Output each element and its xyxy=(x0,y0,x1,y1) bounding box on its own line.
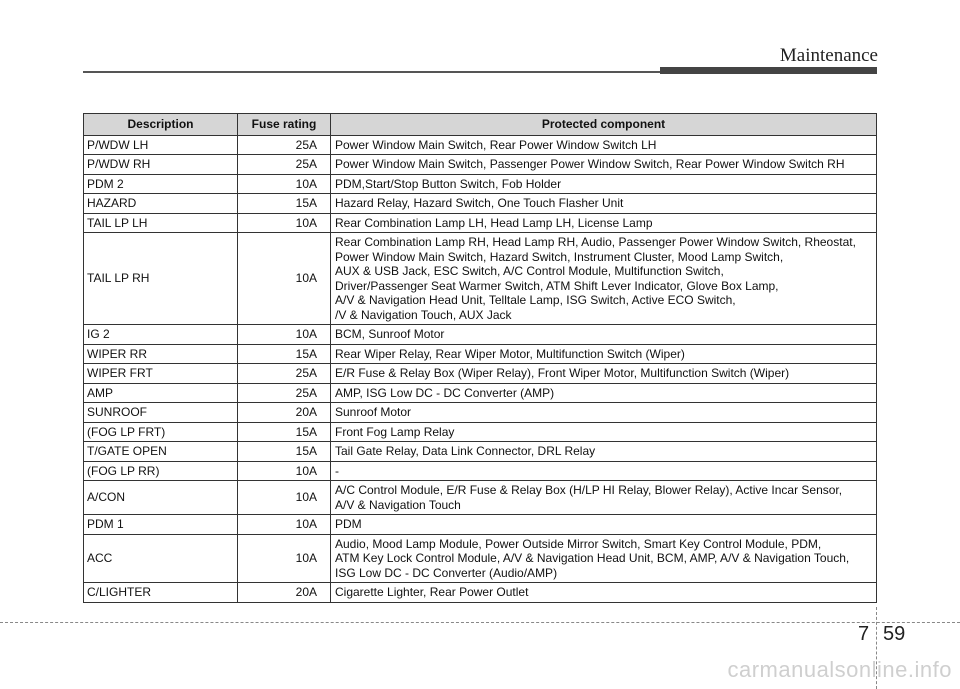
protected-component xyxy=(331,233,877,325)
fuse-rating: 10A xyxy=(238,233,331,325)
protected-component-line: Cigarette Lighter, Rear Power Outlet xyxy=(335,585,529,599)
protected-component-line: Power Window Main Switch, Rear Power Window Switch LH xyxy=(335,137,657,152)
section-title: Maintenance xyxy=(779,45,878,66)
fuse-description: AMP xyxy=(84,383,238,403)
fuse-rating: 10A xyxy=(238,515,331,535)
fuse-rating: 15A xyxy=(238,442,331,462)
fuse-rating: 20A xyxy=(238,583,331,603)
watermark: carmanualsonline.info xyxy=(727,657,952,682)
protected-component-line: Audio, Mood Lamp Module, Power Outside Mirror Switch, Smart Key Control Module, PDM, xyxy=(335,536,822,551)
protected-component xyxy=(331,155,877,175)
table-row xyxy=(84,135,877,155)
protected-component-line: Tail Gate Relay, Data Link Connector, DRL Relay xyxy=(335,444,596,458)
fuse-description: T/GATE OPEN xyxy=(84,442,238,462)
table-row xyxy=(84,364,877,384)
protected-component-line: Driver/Passenger Seat Warmer Switch, ATM Shift Lever Indicator, Glove Box Lamp, xyxy=(335,278,779,293)
protected-component-line: ATM Key Lock Control Module, A/V & Navigation Head Unit, BCM, AMP, A/V & Navigation Touch, xyxy=(335,551,850,565)
protected-component xyxy=(331,325,877,345)
fuse-rating: 25A xyxy=(238,155,331,175)
protected-component xyxy=(331,135,877,155)
fuse-rating: 10A xyxy=(238,481,331,515)
table-row xyxy=(84,383,877,403)
table-row xyxy=(84,213,877,233)
fuse-rating: 10A xyxy=(238,461,331,481)
fuse-description: (FOG LP RR) xyxy=(84,461,238,481)
fuse-description: (FOG LP FRT) xyxy=(84,422,238,442)
table-row xyxy=(84,515,877,535)
fuse-table-body xyxy=(84,135,877,602)
protected-component-line: PDM,Start/Stop Button Switch, Fob Holder xyxy=(335,176,562,191)
protected-component-line: Sunroof Motor xyxy=(335,405,412,419)
fuse-rating: 10A xyxy=(238,325,331,345)
column-header-protected-component: Protected component xyxy=(331,114,877,136)
protected-component-line: A/V & Navigation Touch xyxy=(335,497,461,512)
fuse-rating: 10A xyxy=(238,534,331,583)
page-number: 59 xyxy=(883,623,906,645)
protected-component xyxy=(331,442,877,462)
protected-component xyxy=(331,422,877,442)
protected-component-line: AUX & USB Jack, ESC Switch, A/C Control Module, Multifunction Switch, xyxy=(335,264,724,278)
fuse-rating: 15A xyxy=(238,194,331,214)
protected-component-line: BCM, Sunroof Motor xyxy=(335,327,445,341)
table-row xyxy=(84,534,877,583)
table-row xyxy=(84,442,877,462)
table-row xyxy=(84,461,877,481)
table-row xyxy=(84,422,877,442)
table-row xyxy=(84,194,877,214)
protected-component-line: /V & Navigation Touch, AUX Jack xyxy=(335,307,512,322)
fuse-description: TAIL LP RH xyxy=(84,233,238,325)
fuse-rating: 10A xyxy=(238,213,331,233)
fuse-description: PDM 1 xyxy=(84,515,238,535)
protected-component-line: Power Window Main Switch, Hazard Switch, Instrument Cluster, Mood Lamp Switch, xyxy=(335,249,784,264)
protected-component-line: PDM xyxy=(335,517,362,531)
protected-component xyxy=(331,461,877,481)
protected-component xyxy=(331,364,877,384)
protected-component-line: E/R Fuse & Relay Box (Wiper Relay), Front Wiper Motor, Multifunction Switch (Wiper) xyxy=(335,366,790,380)
header-rule xyxy=(83,71,660,73)
table-row xyxy=(84,233,877,325)
table-row xyxy=(84,583,877,603)
fuse-rating: 25A xyxy=(238,364,331,384)
protected-component-line: ISG Low DC - DC Converter (Audio/AMP) xyxy=(335,565,558,580)
fuse-description: ACC xyxy=(84,534,238,583)
fuse-description: P/WDW RH xyxy=(84,155,238,175)
protected-component-line: Power Window Main Switch, Passenger Power Window Switch, Rear Power Window Switch RH xyxy=(335,157,845,171)
fuse-rating: 25A xyxy=(238,383,331,403)
fuse-description: TAIL LP LH xyxy=(84,213,238,233)
fuse-description: P/WDW LH xyxy=(84,135,238,155)
protected-component xyxy=(331,174,877,194)
protected-component xyxy=(331,583,877,603)
fuse-description: A/CON xyxy=(84,481,238,515)
fuse-table xyxy=(83,113,877,603)
table-row xyxy=(84,481,877,515)
fuse-rating: 25A xyxy=(238,135,331,155)
protected-component-line: Front Fog Lamp Relay xyxy=(335,424,455,439)
protected-component-line: Rear Wiper Relay, Rear Wiper Motor, Multifunction Switch (Wiper) xyxy=(335,346,685,361)
table-row xyxy=(84,155,877,175)
fuse-description: WIPER RR xyxy=(84,344,238,364)
protected-component-line: Rear Combination Lamp RH, Head Lamp RH, Audio, Passenger Power Window Switch, Rheostat, xyxy=(335,235,856,249)
protected-component-line: - xyxy=(335,463,339,478)
protected-component xyxy=(331,481,877,515)
fuse-rating: 10A xyxy=(238,174,331,194)
column-header-fuse-rating: Fuse rating xyxy=(238,114,331,136)
table-row xyxy=(84,344,877,364)
chapter-number: 7 xyxy=(858,623,870,645)
fuse-rating: 15A xyxy=(238,422,331,442)
protected-component-line: Rear Combination Lamp LH, Head Lamp LH, License Lamp xyxy=(335,215,653,230)
fuse-description: HAZARD xyxy=(84,194,238,214)
fuse-description: IG 2 xyxy=(84,325,238,345)
table-row xyxy=(84,174,877,194)
protected-component-line: A/V & Navigation Head Unit, Telltale Lamp, ISG Switch, Active ECO Switch, xyxy=(335,293,736,307)
fuse-description: C/LIGHTER xyxy=(84,583,238,603)
protected-component xyxy=(331,194,877,214)
protected-component xyxy=(331,344,877,364)
protected-component-line: Hazard Relay, Hazard Switch, One Touch Flasher Unit xyxy=(335,196,624,210)
fuse-description: WIPER FRT xyxy=(84,364,238,384)
fuse-description: SUNROOF xyxy=(84,403,238,423)
header-rule-bar xyxy=(660,67,877,74)
table-header-row xyxy=(84,114,877,136)
table-row xyxy=(84,325,877,345)
protected-component xyxy=(331,534,877,583)
footer-divider xyxy=(0,622,960,623)
protected-component xyxy=(331,403,877,423)
table-row xyxy=(84,403,877,423)
protected-component xyxy=(331,213,877,233)
fuse-description: PDM 2 xyxy=(84,174,238,194)
fuse-rating: 15A xyxy=(238,344,331,364)
fuse-rating: 20A xyxy=(238,403,331,423)
protected-component xyxy=(331,515,877,535)
protected-component-line: AMP, ISG Low DC - DC Converter (AMP) xyxy=(335,385,555,400)
protected-component-line: A/C Control Module, E/R Fuse & Relay Box (H/LP HI Relay, Blower Relay), Active Incar Sensor, xyxy=(335,483,843,497)
column-header-description: Description xyxy=(84,114,238,136)
protected-component xyxy=(331,383,877,403)
